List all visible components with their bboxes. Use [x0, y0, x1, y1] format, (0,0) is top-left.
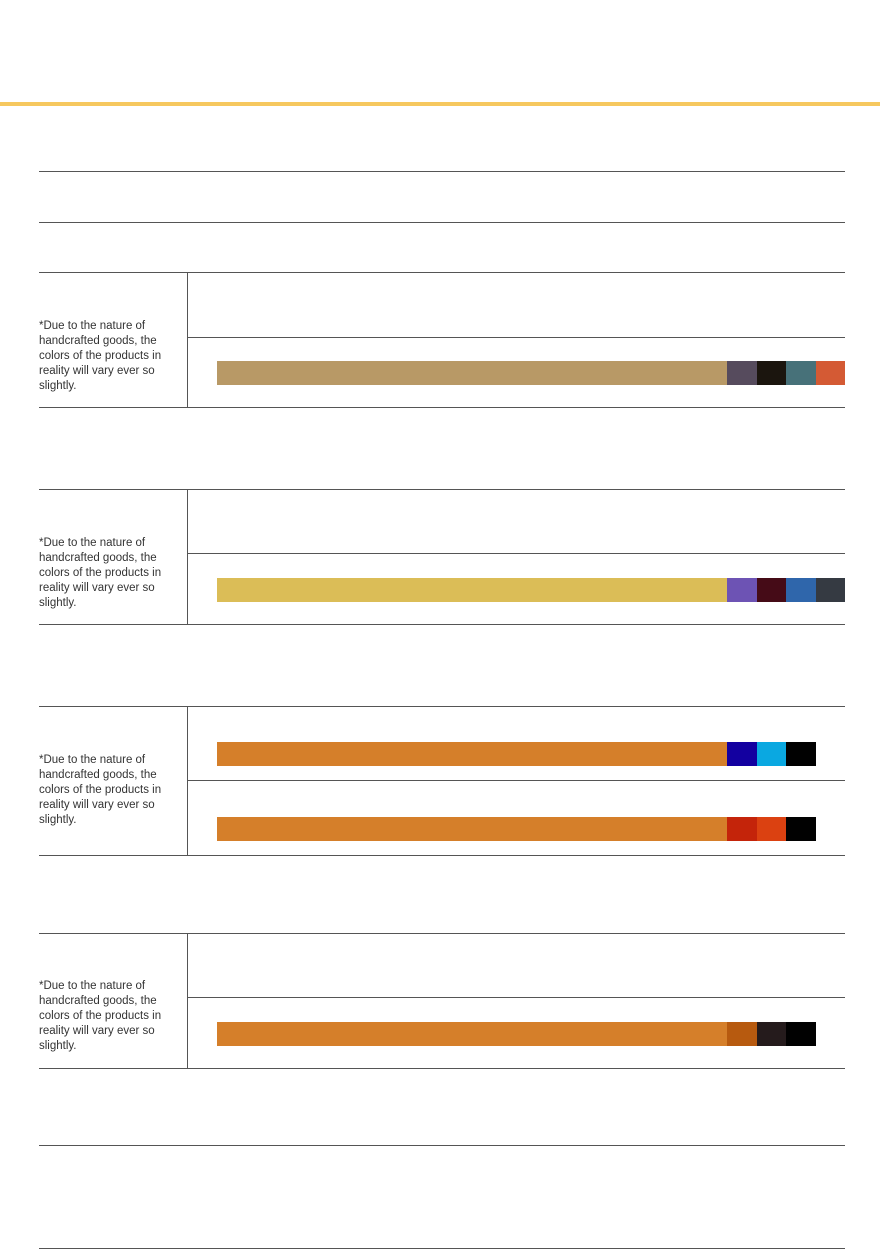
color-disclaimer: *Due to the nature of handcrafted goods, the colors of the products in reality will vary ever so slightly.: [39, 980, 162, 1052]
section-column-divider: [187, 489, 188, 624]
color-disclaimer: *Due to the nature of handcrafted goods, the colors of the products in reality will vary ever so slightly.: [39, 754, 162, 826]
color-swatch: [786, 361, 816, 385]
color-swatch: [786, 742, 816, 766]
section-top-border: [39, 706, 845, 707]
color-swatch-row: [217, 578, 845, 602]
section-top-border: [39, 272, 845, 273]
section-column-divider: [187, 933, 188, 1068]
color-swatch-main: [217, 578, 727, 602]
color-swatch-row: [217, 361, 845, 385]
row-divider: [187, 780, 845, 781]
section-bottom-border: [39, 855, 845, 856]
color-swatch: [757, 361, 787, 385]
color-swatch: [757, 578, 787, 602]
color-swatch: [816, 361, 846, 385]
color-swatch: [727, 361, 757, 385]
product-section-4: [39, 933, 845, 1068]
color-swatch: [786, 578, 816, 602]
divider: [39, 1248, 845, 1249]
color-swatch: [727, 817, 757, 841]
color-swatch: [786, 1022, 816, 1046]
color-swatch: [727, 742, 757, 766]
color-swatch: [727, 1022, 757, 1046]
color-swatch-main: [217, 1022, 727, 1046]
product-section-2: [39, 489, 845, 624]
divider: [39, 222, 845, 223]
divider: [39, 171, 845, 172]
row-divider: [187, 337, 845, 338]
color-swatch-main: [217, 361, 727, 385]
color-swatch: [727, 578, 757, 602]
section-column-divider: [187, 272, 188, 407]
product-section-3: [39, 706, 845, 855]
color-swatch-row: [217, 742, 816, 766]
color-disclaimer: *Due to the nature of handcrafted goods, the colors of the products in reality will vary ever so slightly.: [39, 320, 162, 392]
section-bottom-border: [39, 1068, 845, 1069]
color-swatch-main: [217, 742, 727, 766]
section-bottom-border: [39, 624, 845, 625]
divider: [39, 1145, 845, 1146]
color-swatch: [757, 742, 787, 766]
section-top-border: [39, 489, 845, 490]
row-divider: [187, 553, 845, 554]
row-divider: [187, 997, 845, 998]
product-section-1: [39, 272, 845, 407]
color-swatch-main: [217, 817, 727, 841]
color-disclaimer: *Due to the nature of handcrafted goods, the colors of the products in reality will vary ever so slightly.: [39, 537, 162, 609]
header-accent-bar: [0, 102, 880, 106]
section-top-border: [39, 933, 845, 934]
color-swatch: [757, 1022, 787, 1046]
section-bottom-border: [39, 407, 845, 408]
color-swatch: [816, 578, 846, 602]
color-swatch-row: [217, 817, 816, 841]
color-swatch-row: [217, 1022, 816, 1046]
color-swatch: [786, 817, 816, 841]
color-swatch: [757, 817, 787, 841]
